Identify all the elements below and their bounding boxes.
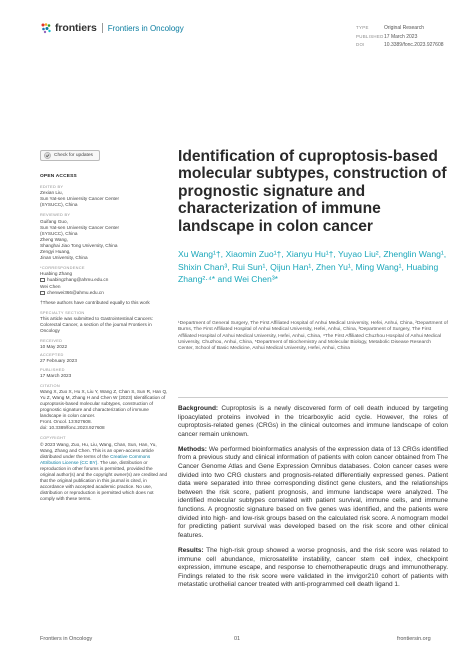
correspondence-section: *CORRESPONDENCE Huabing Zhang huabingzhang@ahmu.edu.cn Wei Chen chenwei366@ahmu.edu.cn (40, 265, 168, 295)
equal-contribution-note: †These authors have contributed equally to this work (40, 299, 150, 305)
copyright-section: COPYRIGHT © 2023 Wang, Zuo, Hu, Liu, Wang, Chan, Sun, Han, Yu, Wang, Zhang and Chen. This is an open-access article distributed under the terms of the Creative Commons Attribution License (CC BY). The use, distribution or reproduction in other forums is permitted, provided the original author(s) and the copyright owner(s) are credited and that the original publication in this journal is cited, in accordance with accepted academic practice. No use, distribution or reproduction is permitted which does not comply with these terms. (40, 435, 168, 502)
reviewed-by-section: REVIEWED BY Guifang Guo, Sun Yat-sen University Cancer Center (SYSUCC), China Zheng Wang, Shanghai Jiao Tong University, China Zengyi Huang, Jinan University, China (40, 212, 120, 261)
affiliations: ¹Department of General Surgery, The First Affiliated Hospital of Anhui Medical University, Hefei, Anhui, China, ²Department of Burns, The First Affiliated Hospital of Anhui Medical University, Hefei, Anhui, China, ³Department of Surgery, The First Affiliated Hospital of Anhui Medical University, Hefei, Anhui, China, ⁴The First Affiliated Chuzhou Hospital of Anhui Medical University, Chuzhou, Anhui, China, ⁵Department of Biochemistry and Molecular Biology, Metabolic Disease Research Center, School of Basic Medicine, Anhui Medical University, Hefei, Anhui, China (178, 321, 448, 352)
footer-site-link[interactable]: frontiersin.org (397, 636, 431, 642)
divider (178, 397, 448, 398)
journal-name[interactable]: Frontiers in Oncology (107, 23, 184, 33)
citation-section: CITATION Wang X, Zuo X, Hu X, Liu Y, Wang Z, Chan S, Sun R, Han Q, Yu Z, Wang M, Zhang H and Chen W (2023) Identification of cuproptosis-based molecular subtypes, construction of prognostic signature and characterization of immune landscape in colon cancer. Front. Oncol. 13:927608. doi: 10.3389/fonc.2023.927608 (40, 382, 168, 431)
open-access-label: OPEN ACCESS (40, 174, 77, 179)
article-title: Identification of cuproptosis-based molecular subtypes, construction of prognostic signature and characterization of immune landscape in colon cancer (178, 148, 447, 235)
check-updates-label: Check for updates (54, 153, 93, 158)
page-header (0, 0, 474, 52)
article-sidebar (40, 174, 168, 507)
check-updates-icon (44, 152, 51, 159)
page-number: 01 (234, 636, 241, 642)
meta-published: PUBLISHED17 March 2023 (356, 33, 418, 40)
frontiers-logo[interactable] (40, 22, 184, 34)
abstract-methods: Methods: We performed bioinformatics analysis of the expression data of 13 CRGs identified from a previous study and clinical information of patients with colon cancer obtained from The Cancer Genome Atlas and Gene Expression Omnibus databases. Colon cancer cases were divided into two CRG clusters and prognosis-related differentially expressed genes. Patient data were separated into three corresponding distinct gene clusters, and the relationships between the risk score, patient prognosis, and immune landscape were analyzed. The identified molecular subtypes correlated with patient survival, immune cells, and immune functions. A prognostic signature based on five genes was identified, and the patients were divided into high- and low-risk groups based on the calculated risk score. A nomogram model for predicting patient survival was developed based on the risk score and other clinical features. (178, 445, 448, 539)
author-list: Xu Wang¹†, Xiaomin Zuo¹†, Xianyu Hu¹†, Yuyao Liu², Zhenglin Wang¹, Shixin Chan³, Rui Sun¹, Qijun Han¹, Zhen Yu¹, Ming Wang¹, Huabing Zhang²·⁴* and Wei Chen³* (178, 249, 447, 284)
logo-text: frontiers (55, 22, 97, 34)
edited-by-section: EDITED BY Zexian Liu, Sun Yat-sen University Cancer Center (SYSUCC), China (40, 184, 120, 208)
frontiers-logo-icon (40, 22, 52, 34)
dates-section: RECEIVED 10 May 2022 ACCEPTED 27 February 2023 PUBLISHED 17 March 2023 (40, 338, 78, 378)
abstract (178, 405, 448, 596)
article-meta (356, 24, 471, 50)
mail-icon (40, 291, 45, 295)
logo-divider (102, 23, 103, 33)
mail-icon (40, 278, 45, 282)
email-link[interactable]: huabingzhang@ahmu.edu.cn (40, 277, 168, 283)
cc-by-license-link[interactable]: Creative Commons Attribution License (CC BY). (40, 453, 151, 465)
abstract-results: Results: The high-risk group showed a worse prognosis, and the risk score was related to immune cell abundance, microsatellite instability, cancer stem cell index, checkpoint expression, immune escape, and response to chemotherapeutic drugs and immunotherapy. Findings related to the risk score were validated in the imvigor210 cohort of patients with metastatic urothelial cancer treated with anti-programmed cell death ligand 1. (178, 546, 448, 589)
specialty-section: SPECIALTY SECTION This article was submitted to Gastrointestinal Cancers: Colorectal Cancer, a section of the journal Frontiers in Oncology (40, 309, 154, 334)
meta-doi[interactable]: DOI 10.3389/fonc.2023.927608 (356, 42, 444, 49)
email-link[interactable]: chenwei366@ahmu.edu.cn (40, 290, 168, 296)
check-for-updates-button[interactable] (40, 150, 100, 161)
footer-journal: Frontiers in Oncology (40, 636, 93, 642)
abstract-background: Background: Cuproptosis is a newly discovered form of cell death induced by targeting lipoacylated proteins involved in the tricarboxylic acid cycle. However, the roles of cuproptosis-related genes (CRGs) in the clinical outcomes and immune landscape of colon cancer remain unknown. (178, 405, 448, 438)
page-footer (0, 636, 474, 648)
meta-type: TYPE Original Research (356, 25, 425, 31)
